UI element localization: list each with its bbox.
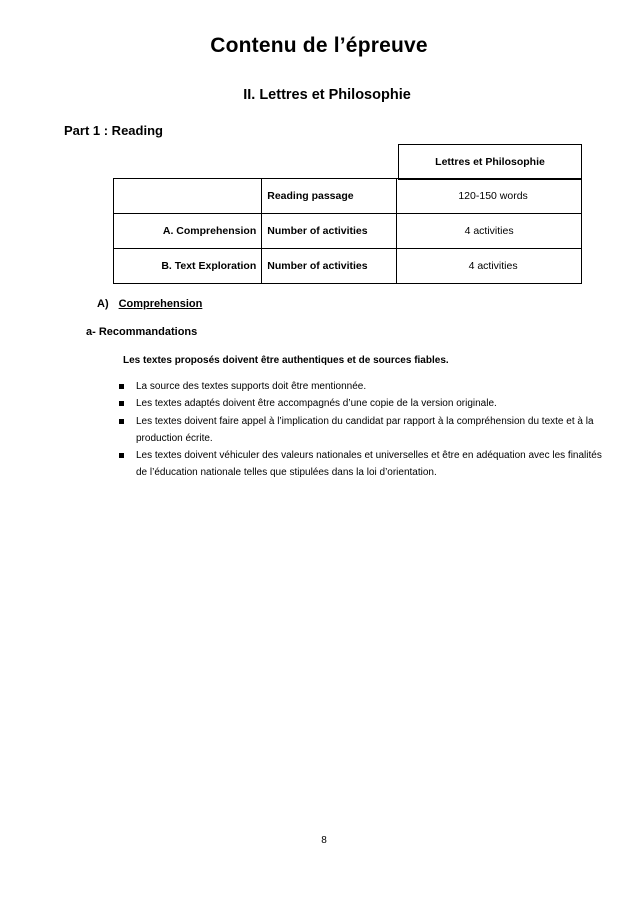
table-cell: 120-150 words: [397, 179, 582, 214]
page-number: 8: [321, 835, 327, 846]
list-item: Les textes doivent véhiculer des valeurs nationales et universelles et être en adéquation avec les finalités de l’éducation nationale telles que stipulées dans la loi d’orientation.: [116, 447, 606, 482]
section-heading: [97, 298, 202, 310]
reading-table: [113, 178, 582, 284]
intro-text: Les textes proposés doivent être authentiques et de sources fiables.: [123, 355, 449, 366]
table-cell: A. Comprehension: [114, 214, 262, 249]
part-heading: Part 1 : Reading: [64, 123, 163, 138]
table-row: [114, 179, 582, 214]
table-header: [398, 144, 582, 180]
table-cell: Number of activities: [262, 249, 397, 284]
table-cell: Reading passage: [262, 179, 397, 214]
table-header-cell: Lettres et Philosophie: [399, 145, 582, 180]
list-item: Les textes adaptés doivent être accompagnés d’une copie de la version originale.: [116, 395, 606, 412]
recommendation-list: [116, 378, 606, 482]
table-cell: Number of activities: [262, 214, 397, 249]
table-row: [114, 214, 582, 249]
page-subtitle: II. Lettres et Philosophie: [243, 87, 411, 103]
table-cell: B. Text Exploration: [114, 249, 262, 284]
table-cell: [114, 179, 262, 214]
list-item: La source des textes supports doit être mentionnée.: [116, 378, 606, 395]
section-marker: A): [97, 298, 109, 310]
table-row: [114, 249, 582, 284]
table-cell: 4 activities: [397, 214, 582, 249]
section-label: Comprehension: [118, 298, 203, 310]
list-item: Les textes doivent faire appel à l’implication du candidat par rapport à la compréhension du texte et à la production écrite.: [116, 413, 606, 448]
table-cell: 4 activities: [397, 249, 582, 284]
page-title: Contenu de l’épreuve: [210, 34, 428, 57]
subsection-heading: a- Recommandations: [86, 326, 198, 338]
